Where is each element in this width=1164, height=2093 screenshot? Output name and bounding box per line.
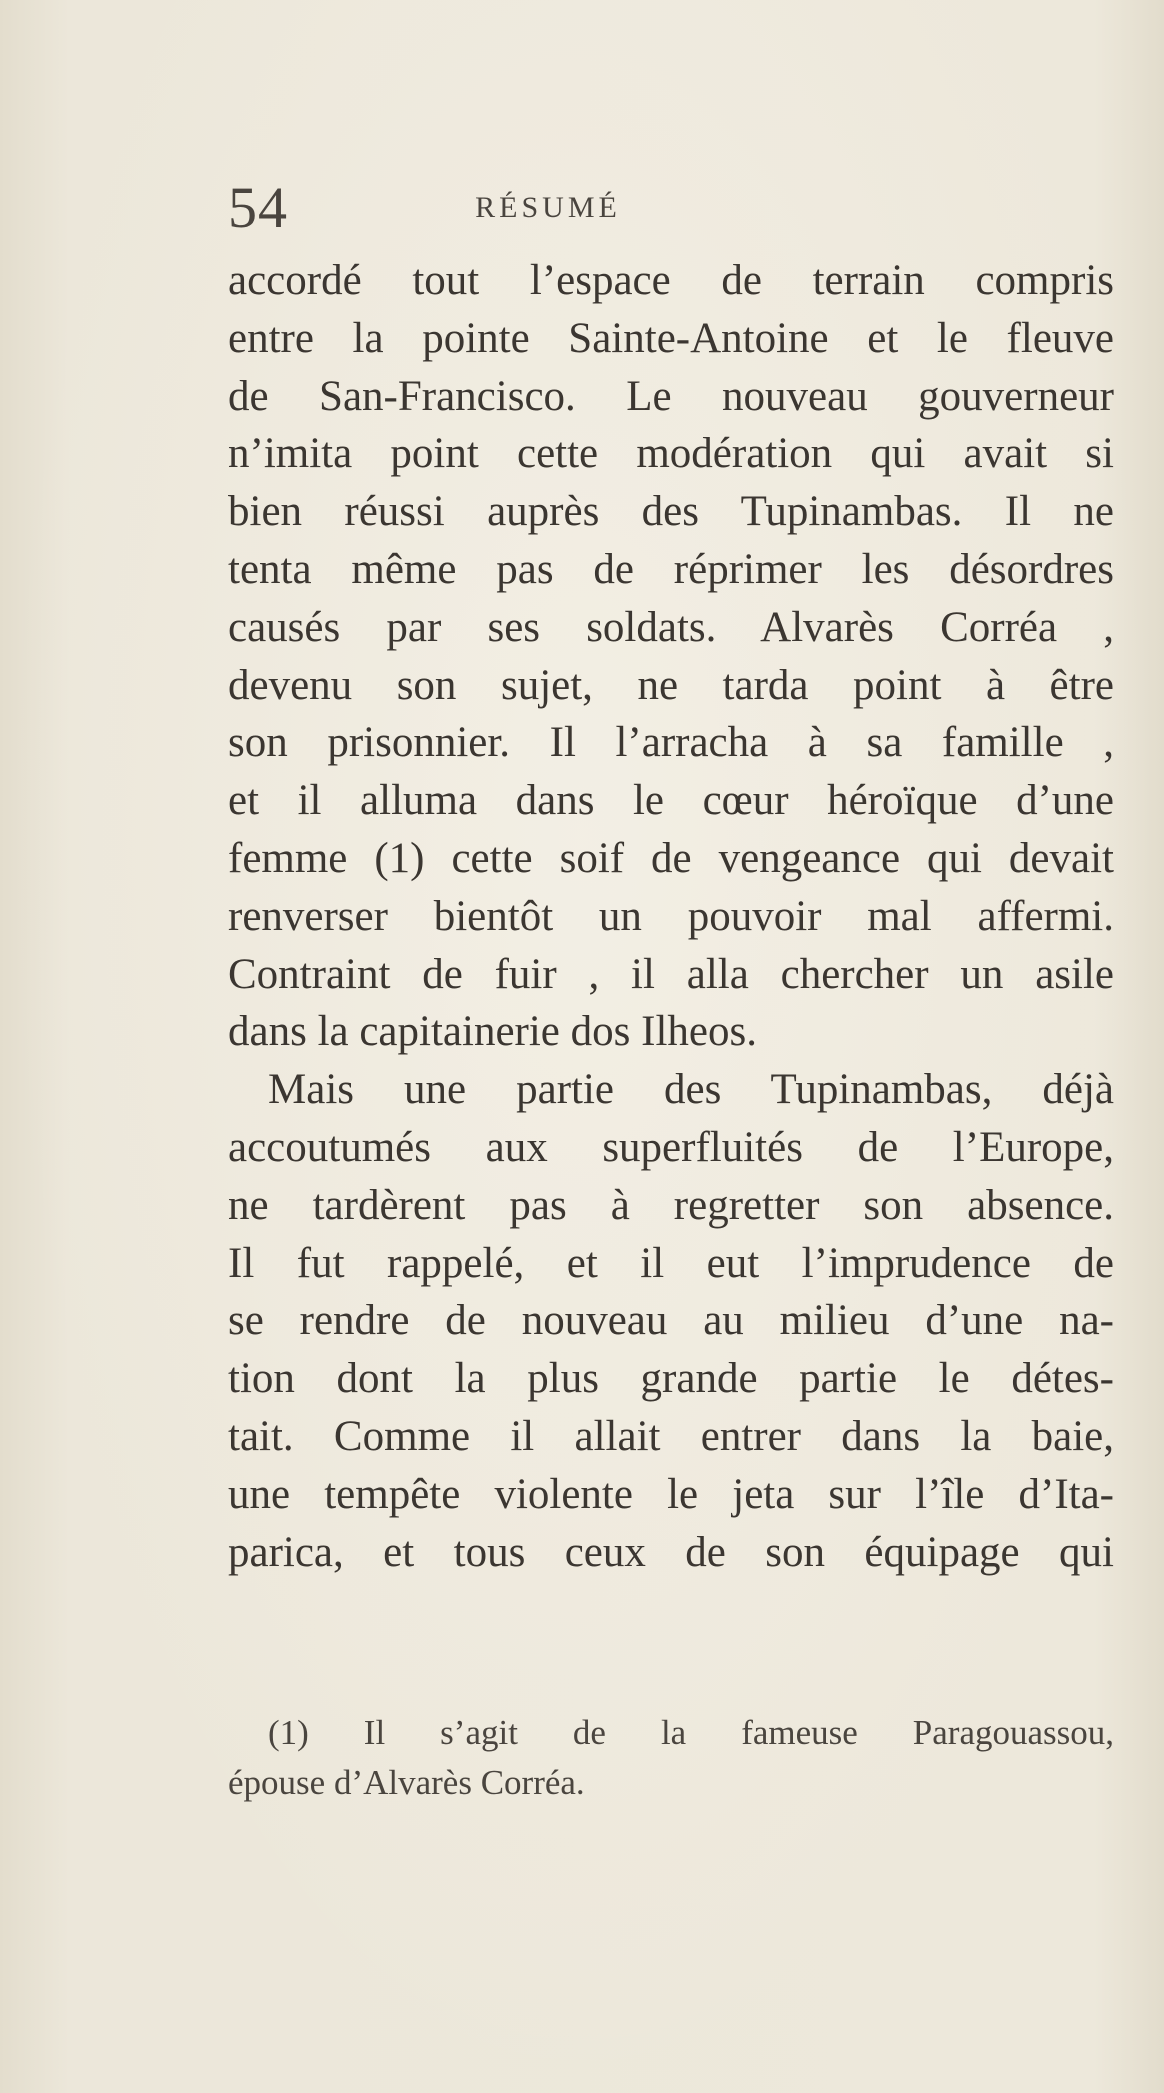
text-line: tenta même pas de réprimer les désordres [228,545,1114,593]
text-line: devenu son sujet, ne tarda point à être [228,661,1114,709]
paragraph-start-line: Mais une partie des Tupinambas, déjà [268,1066,1114,1114]
text-line: entre la pointe Sainte-Antoine et le fleuve [228,314,1114,362]
footnote-line: épouse d’Alvarès Corréa. [228,1763,585,1802]
footnote [228,1708,1114,1808]
text-line: Il fut rappelé, et il eut l’imprudence de [228,1239,1114,1287]
running-head: RÉSUMÉ [475,191,621,224]
body-text [228,252,1114,1581]
text-line: ne tardèrent pas à regretter son absence. [228,1181,1114,1229]
text-line: son prisonnier. Il l’arracha à sa famille , [228,719,1114,767]
text-line: tait. Comme il allait entrer dans la baie, [228,1412,1114,1460]
text-line: Contraint de fuir , il alla chercher un asile [228,950,1114,998]
text-line: femme (1) cette soif de vengeance qui devait [228,834,1114,882]
text-line: causés par ses soldats. Alvarès Corréa , [228,603,1114,651]
text-line: une tempête violente le jeta sur l’île d’Ita- [228,1470,1114,1518]
footnote-line: (1) Il s’agit de la fameuse Paragouassou, [268,1713,1114,1752]
text-line: n’imita point cette modération qui avait si [228,430,1114,478]
text-line: accordé tout l’espace de terrain compris [228,257,1114,304]
text-line: parica, et tous ceux de son équipage qui [228,1528,1114,1576]
text-line: tion dont la plus grande partie le détes- [228,1355,1114,1403]
page-number: 54 [228,175,288,240]
text-line: bien réussi auprès des Tupinambas. Il ne [228,488,1114,536]
text-line: et il alluma dans le cœur héroïque d’une [228,777,1114,825]
text-line: se rendre de nouveau au milieu d’une na- [228,1297,1114,1345]
text-line: accoutumés aux superfluités de l’Europe, [228,1123,1114,1171]
page-header [228,168,1114,248]
text-line: dans la capitainerie dos Ilheos. [228,1008,757,1056]
text-line: renverser bientôt un pouvoir mal affermi. [228,892,1114,940]
text-line: de San-Francisco. Le nouveau gouverneur [228,372,1114,420]
